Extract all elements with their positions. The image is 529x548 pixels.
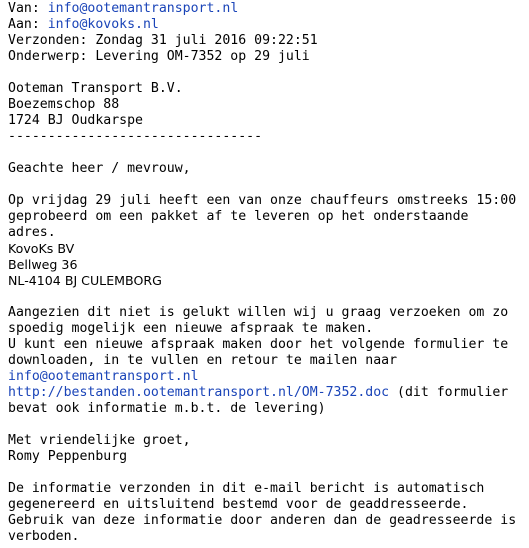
sender-company: Ooteman Transport B.V. (8, 81, 183, 96)
paragraph-2-line-4: downloaden, in te vullen en retour te mailen naar (8, 353, 398, 368)
divider-line: -------------------------------- (8, 129, 263, 144)
sender-city: 1724 BJ Oudkarspe (8, 113, 143, 128)
from-label: Van: (8, 1, 48, 16)
to-header (8, 17, 527, 33)
spacer (8, 177, 527, 193)
paragraph-2-line-2: spoedig mogelijk een nieuwe afspraak te maken. (8, 321, 374, 336)
email-message (8, 1, 527, 545)
reply-email-line (8, 369, 527, 385)
from-header (8, 1, 527, 17)
recipient-name: KovoKs BV (8, 241, 75, 256)
from-email-link[interactable]: info@ootemantransport.nl (47, 1, 239, 16)
spacer (8, 417, 527, 433)
to-email-link[interactable]: info@kovoks.nl (47, 17, 159, 32)
document-link-line (8, 385, 527, 401)
paragraph-1-line-3: adres. (8, 225, 56, 240)
disclaimer-line-4: verboden. (8, 529, 80, 544)
to-label: Aan: (8, 17, 48, 32)
paragraph-2-line-1: Aangezien dit niet is gelukt willen wij u graag verzoeken om zo (8, 305, 509, 320)
sender-street: Boezemschop 88 (8, 97, 120, 112)
paragraph-2-line-3: U kunt een nieuwe afspraak maken door het volgende formulier te (8, 337, 509, 352)
document-note: (dit formulier (389, 385, 509, 400)
document-download-link[interactable]: http://bestanden.ootemantransport.nl/OM-7352.doc (8, 385, 390, 400)
signature: Romy Peppenburg (8, 449, 128, 464)
greeting: Geachte heer / mevrouw, (8, 161, 191, 176)
closing: Met vriendelijke groet, (8, 433, 191, 448)
disclaimer-line-2: gegenereerd en uitsluitend bestemd voor de geaddresseerde. (8, 497, 469, 512)
paragraph-1-line-2: geprobeerd om een pakket af te leveren op het onderstaande (8, 209, 469, 224)
sent-header: Verzonden: Zondag 31 juli 2016 09:22:51 (8, 33, 318, 48)
recipient-city: NL-4104 BJ CULEMBORG (8, 273, 162, 288)
spacer (8, 145, 527, 161)
spacer (8, 465, 527, 481)
spacer (8, 289, 527, 305)
disclaimer-line-3: Gebruik van deze informatie door anderen dan de geadresseerde is (8, 513, 517, 528)
spacer (8, 65, 527, 81)
disclaimer-line-1: De informatie verzonden in dit e-mail bericht is automatisch (8, 481, 485, 496)
subject-header: Onderwerp: Levering OM-7352 op 29 juli (8, 49, 310, 64)
paragraph-1-line-1: Op vrijdag 29 juli heeft een van onze chauffeurs omstreeks 15:00 (8, 193, 517, 208)
document-note-line-2: bevat ook informatie m.b.t. de levering) (8, 401, 326, 416)
recipient-street: Bellweg 36 (8, 257, 78, 272)
reply-email-link[interactable]: info@ootemantransport.nl (8, 369, 199, 384)
